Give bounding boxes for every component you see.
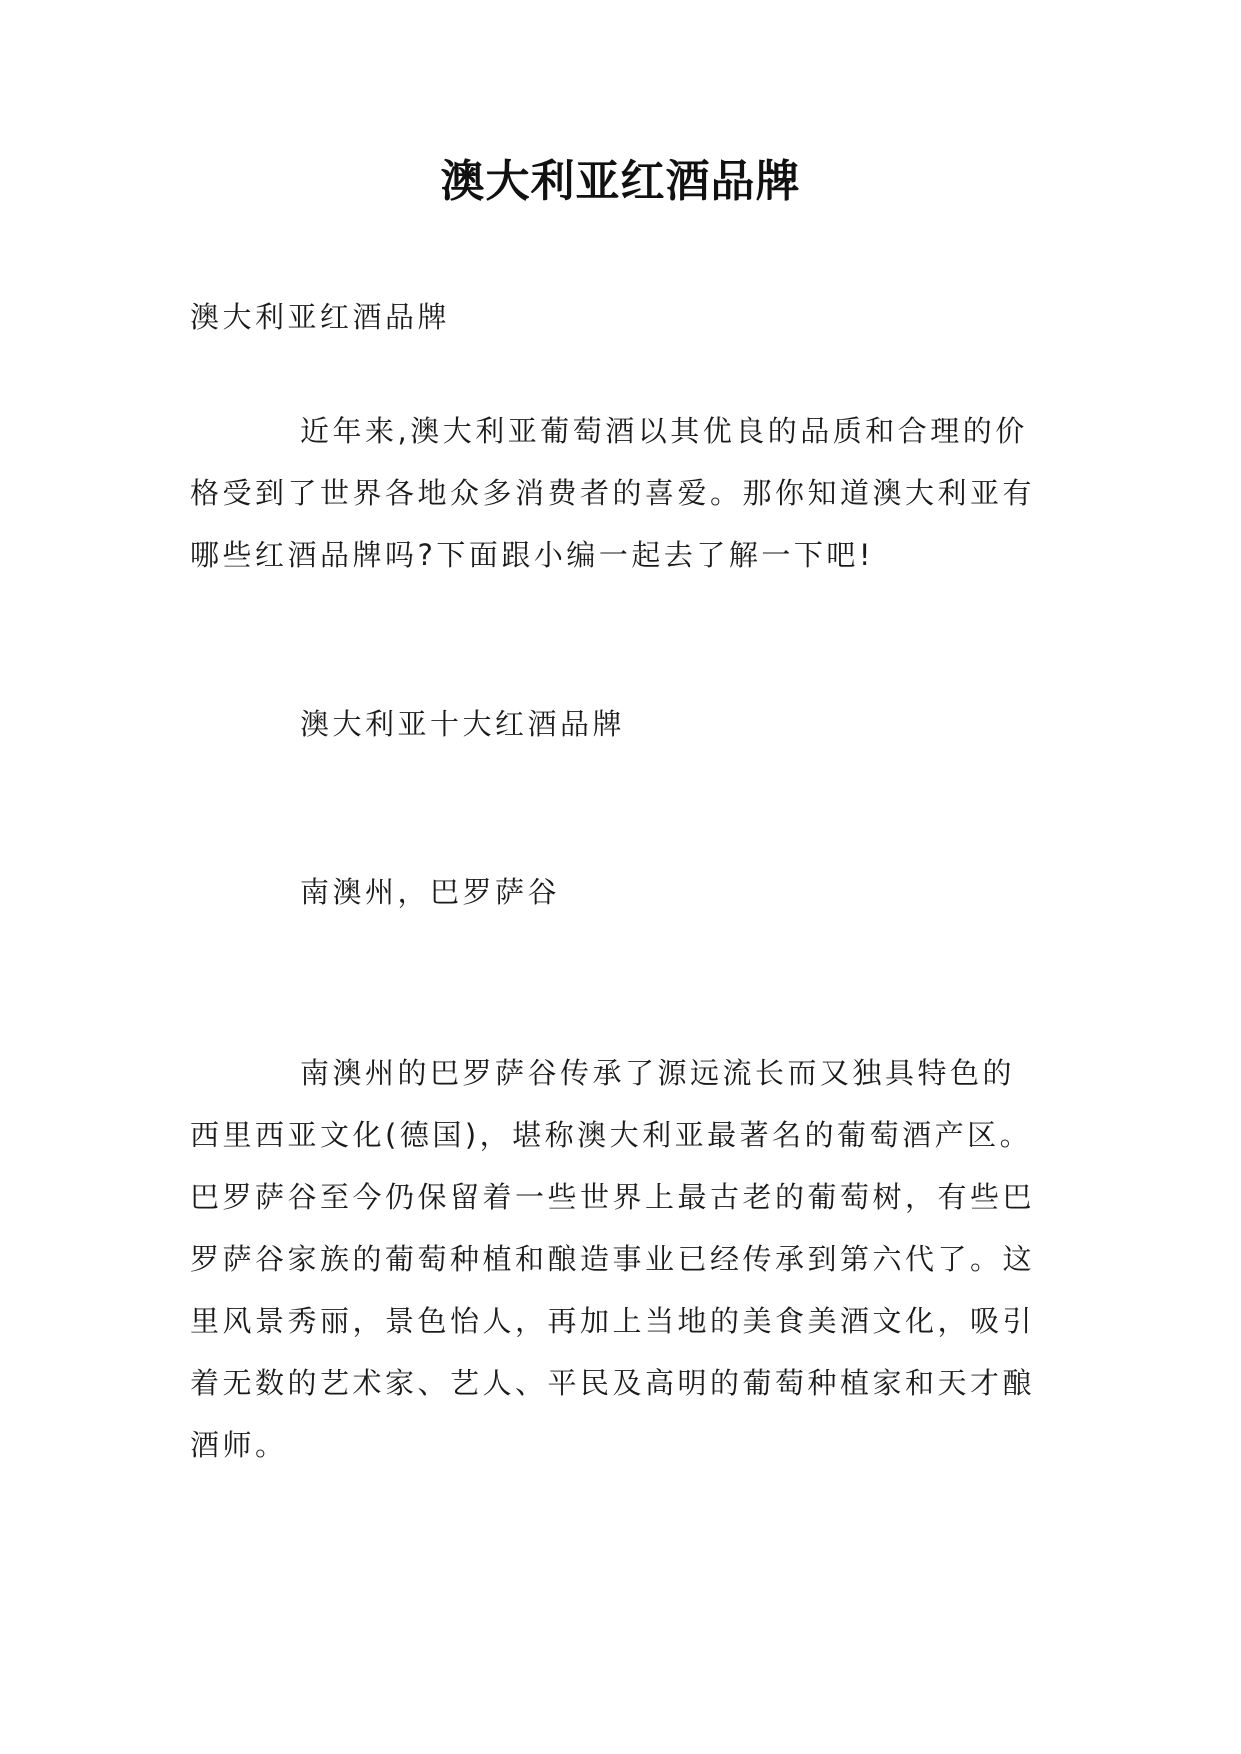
intro-line: 格受到了世界各地众多消费者的喜爱。那你知道澳大利亚有: [190, 476, 1036, 510]
region-heading-text: 南澳州，巴罗萨谷: [300, 875, 561, 909]
intro-line: 近年来,澳大利亚葡萄酒以其优良的品质和合理的价: [300, 414, 1028, 448]
document-subtitle: [190, 286, 1060, 348]
region-line: 里风景秀丽，景色怡人，再加上当地的美食美酒文化，吸引: [190, 1304, 1036, 1338]
document-title: 澳大利亚红酒品牌: [440, 156, 801, 207]
region-heading: [190, 861, 1060, 923]
region-line: 酒师。: [190, 1428, 288, 1462]
region-line: 西里西亚文化(德国)，堪称澳大利亚最著名的葡萄酒产区。: [190, 1118, 1033, 1152]
section-heading: [190, 693, 1060, 755]
section-heading-text: 澳大利亚十大红酒品牌: [300, 707, 626, 741]
subtitle-text: 澳大利亚红酒品牌: [190, 300, 451, 334]
region-line: 罗萨谷家族的葡萄种植和酿造事业已经传承到第六代了。这: [190, 1242, 1036, 1276]
intro-line: 哪些红酒品牌吗?下面跟小编一起去了解一下吧!: [190, 538, 875, 572]
region-line: 着无数的艺术家、艺人、平民及高明的葡萄种植家和天才酿: [190, 1366, 1036, 1400]
intro-paragraph: [190, 400, 1060, 586]
region-paragraph: [190, 1042, 1060, 1476]
region-line: 南澳州的巴罗萨谷传承了源远流长而又独具特色的: [300, 1056, 1016, 1090]
region-line: 巴罗萨谷至今仍保留着一些世界上最古老的葡萄树，有些巴: [190, 1180, 1036, 1214]
